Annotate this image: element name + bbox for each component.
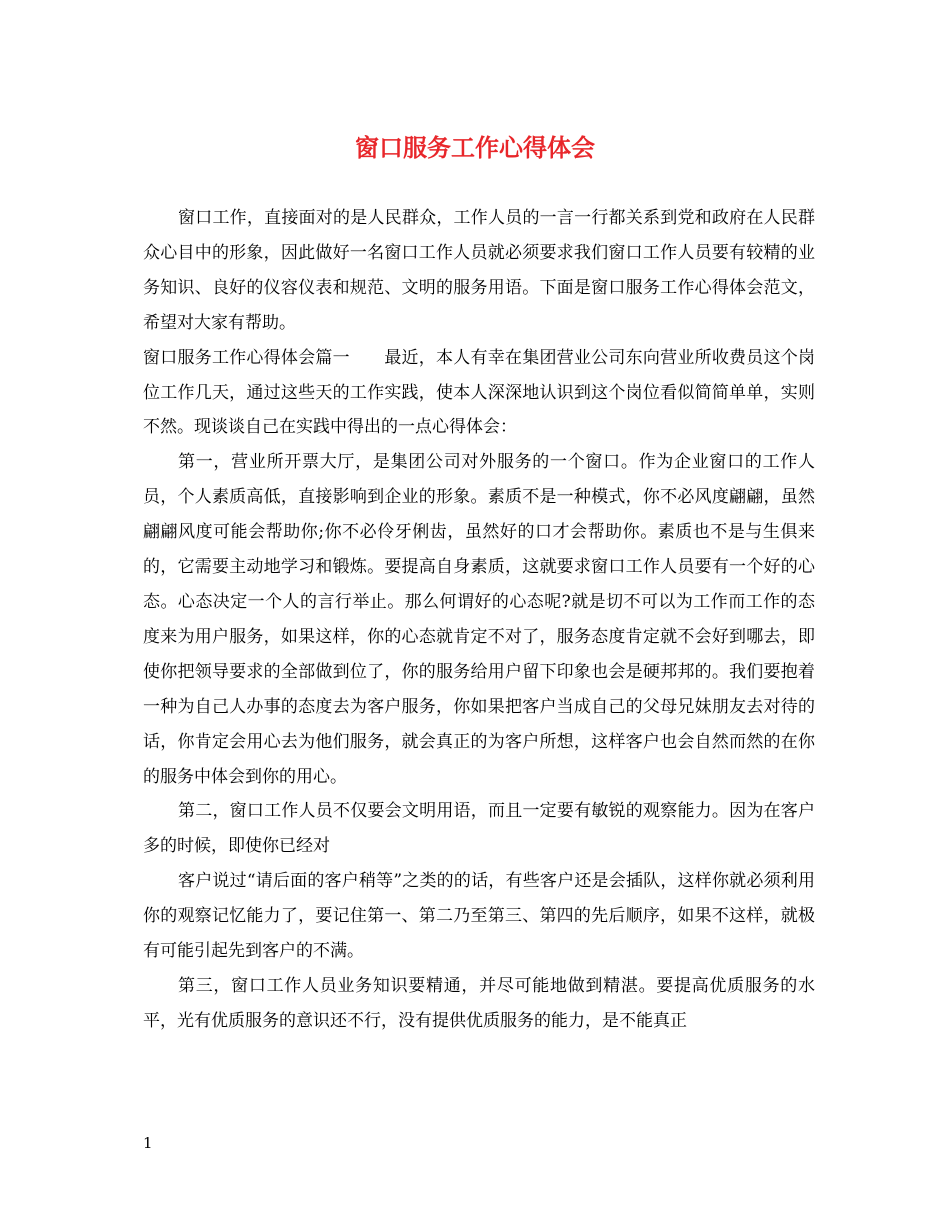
- paragraph-intro: 窗口工作，直接面对的是人民群众，工作人员的一言一行都关系到党和政府在人民群众心目中的形象，因此做好一名窗口工作人员就必须要求我们窗口工作人员要有较精的业务知识、良好的仪容仪表和规范、文明的服务用语。下面是窗口服务工作心得体会范文，希望对大家有帮助。: [143, 208, 815, 333]
- paragraph-point-three: 第三，窗口工作人员业务知识要精通，并尽可能地做到精湛。要提高优质服务的水平，光有优质服务的意识还不行，没有提供优质服务的能力，是不能真正: [143, 975, 815, 1031]
- document-title: 窗口服务工作心得体会: [355, 133, 595, 162]
- page-number: 1: [143, 1134, 153, 1152]
- paragraph-article-one-intro: 窗口服务工作心得体会篇一 最近，本人有幸在集团营业公司东向营业所收费员这个岗位工作几天，通过这些天的工作实践，使本人深深地认识到这个岗位看似简简单单，实则不然。现谈谈自己在实践中得出的一点心得体会：: [143, 347, 815, 438]
- paragraph-point-two-continued: 客户说过“请后面的客户稍等”之类的的话，有些客户还是会插队，这样你就必须利用你的观察记忆能力了，要记住第一、第二乃至第三、第四的先后顺序，如果不这样，就极有可能引起先到客户的不满。: [143, 871, 815, 962]
- document-body: [143, 201, 815, 1039]
- paragraph-point-two: 第二，窗口工作人员不仅要会文明用语，而且一定要有敏锐的观察能力。因为在客户多的时候，即使你已经对: [143, 801, 815, 857]
- paragraph-point-one: 第一，营业所开票大厅，是集团公司对外服务的一个窗口。作为企业窗口的工作人员，个人素质高低，直接影响到企业的形象。素质不是一种模式，你不必风度翩翩，虽然翩翩风度可能会帮助你;你不必伶牙俐齿，虽然好的口才会帮助你。素质也不是与生俱来的，它需要主动地学习和锻炼。要提高自身素质，这就要求窗口工作人员要有一个好的心态。心态决定一个人的言行举止。那么何谓好的心态呢?就是切不可以为工作而工作的态度来为用户服务，如果这样，你的心态就肯定不对了，服务态度肯定就不会好到哪去，即使你把领导要求的全部做到位了，你的服务给用户留下印象也会是硬邦邦的。我们要抱着一种为自己人办事的态度去为客户服务，你如果把客户当成自己的父母兄妹朋友去对待的话，你肯定会用心去为他们服务，就会真正的为客户所想，这样客户也会自然而然的在你的服务中体会到你的用心。: [143, 452, 815, 787]
